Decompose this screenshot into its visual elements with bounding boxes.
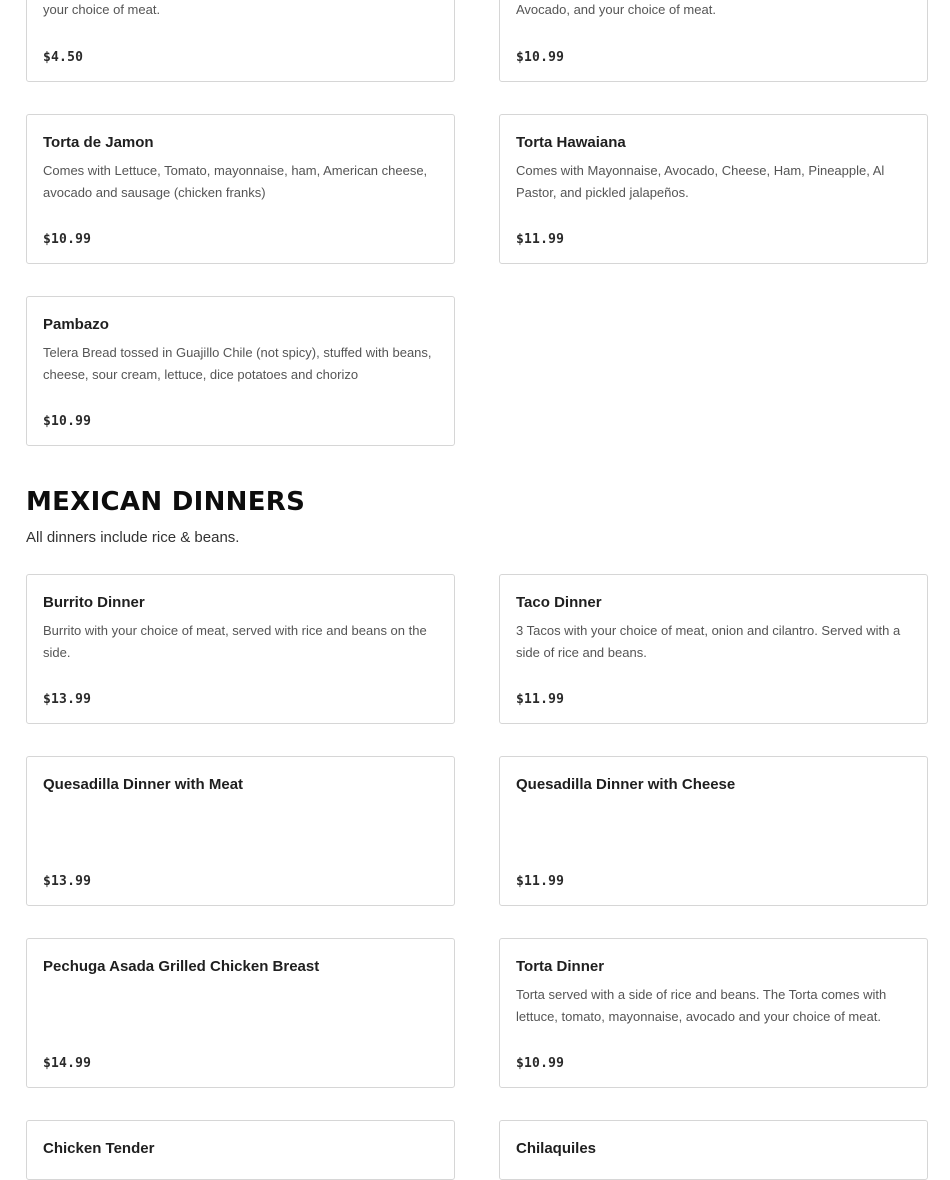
menu-item-price: $10.99: [516, 1056, 565, 1071]
menu-item-name: Quesadilla Dinner with Cheese: [516, 776, 736, 793]
menu-item-name: Pambazo: [43, 316, 109, 333]
menu-item-card-quesadilla-dinner-meat[interactable]: [26, 756, 455, 906]
menu-item-price: $10.99: [43, 232, 92, 247]
menu-item-price: $10.99: [43, 414, 92, 429]
menu-item-card-torta-hawaiana[interactable]: [499, 114, 928, 264]
menu-item-name: Torta de Jamon: [43, 134, 154, 151]
menu-item-price: $11.99: [516, 232, 565, 247]
menu-item-name: Burrito Dinner: [43, 594, 145, 611]
menu-item-card[interactable]: [26, 0, 455, 82]
menu-item-name: Torta Hawaiana: [516, 134, 626, 151]
menu-item-card-pechuga-asada[interactable]: [26, 938, 455, 1088]
menu-item-card-quesadilla-dinner-cheese[interactable]: [499, 756, 928, 906]
menu-item-name: Pechuga Asada Grilled Chicken Breast: [43, 958, 320, 975]
menu-item-name: Torta Dinner: [516, 958, 605, 975]
menu-item-description: 3 Tacos with your choice of meat, onion and cilantro. Served with a side of rice and beans.: [516, 623, 901, 660]
menu-item-description: Torta served with a side of rice and beans. The Torta comes with lettuce, tomato, mayonnaise, avocado and your choice of meat.: [516, 987, 887, 1024]
menu-item-card-pambazo[interactable]: [26, 296, 455, 446]
menu-item-card-burrito-dinner[interactable]: [26, 574, 455, 724]
menu-item-description: Telera Bread tossed in Guajillo Chile (not spicy), stuffed with beans, cheese, sour cream, lettuce, dice potatoes and chorizo: [43, 345, 432, 382]
menu-item-name: Quesadilla Dinner with Meat: [43, 776, 244, 793]
menu-item-price: $13.99: [43, 692, 92, 707]
menu-item-price: $11.99: [516, 692, 565, 707]
menu-item-name: Chicken Tender: [43, 1140, 155, 1157]
menu-item-name: Taco Dinner: [516, 594, 602, 611]
section-title: MEXICAN DINNERS: [26, 487, 306, 517]
menu-item-card-torta-de-jamon[interactable]: [26, 114, 455, 264]
menu-item-price: $10.99: [516, 50, 565, 65]
menu-item-card[interactable]: [499, 1120, 928, 1180]
menu-item-card[interactable]: [499, 0, 928, 82]
menu-item-card-taco-dinner[interactable]: [499, 574, 928, 724]
menu-item-description: your choice of meat.: [43, 2, 161, 17]
section-subtitle: All dinners include rice & beans.: [26, 529, 240, 546]
menu-item-price: $14.99: [43, 1056, 92, 1071]
menu-item-description: Avocado, and your choice of meat.: [516, 2, 716, 17]
menu-item-price: $11.99: [516, 874, 565, 889]
menu-item-description: Comes with Lettuce, Tomato, mayonnaise, ham, American cheese, avocado and sausage (chicken franks): [43, 163, 428, 200]
menu-item-description: Burrito with your choice of meat, served with rice and beans on the side.: [43, 623, 427, 660]
menu-item-card[interactable]: [26, 1120, 455, 1180]
menu-item-card-torta-dinner[interactable]: [499, 938, 928, 1088]
menu-item-price: $4.50: [43, 50, 84, 65]
menu-item-price: $13.99: [43, 874, 92, 889]
menu-item-description: Comes with Mayonnaise, Avocado, Cheese, Ham, Pineapple, Al Pastor, and pickled jalapeños.: [516, 163, 885, 200]
menu-item-name: Chilaquiles: [516, 1140, 597, 1157]
